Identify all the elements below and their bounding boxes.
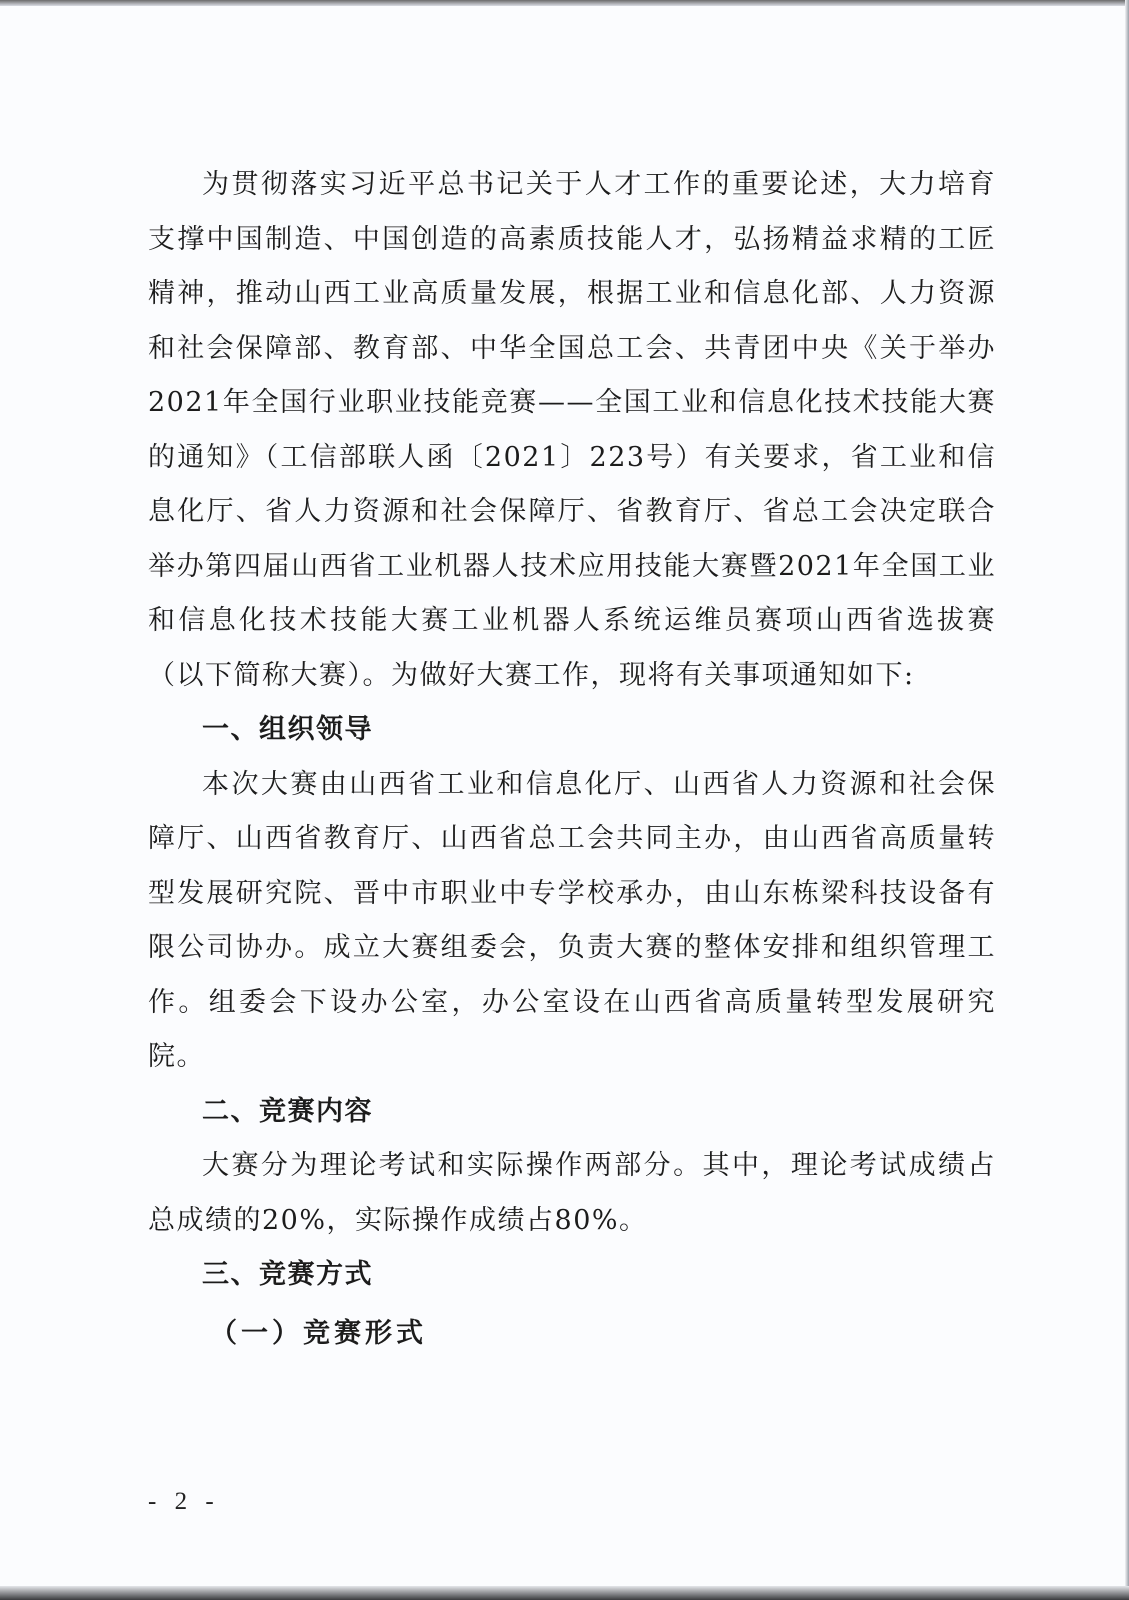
- scan-edge-right: [1125, 0, 1129, 1600]
- document-body: [148, 158, 996, 1361]
- section-heading-organization: 一、组织领导: [202, 714, 373, 745]
- scan-edge-top: [0, 0, 1129, 6]
- scan-edge-bottom: [0, 1586, 1129, 1600]
- organization-paragraph: 本次大赛由山西省工业和信息化厅、山西省人力资源和社会保障厅、山西省教育厅、山西省总工会共同主办，由山西省高质量转型发展研究院、晋中市职业中专学校承办，由山东栋梁科技设备有限公司协办。成立大赛组委会，负责大赛的整体安排和组织管理工作。组委会下设办公室，办公室设在山西省高质量转型发展研究院。: [148, 768, 996, 1072]
- subsection-heading-form: （一）竞赛形式: [210, 1317, 427, 1349]
- page-number: - 2 -: [148, 1488, 220, 1515]
- section-heading-content: 二、竞赛内容: [202, 1095, 373, 1127]
- section-heading-method: 三、竞赛方式: [202, 1259, 373, 1290]
- intro-paragraph: 为贯彻落实习近平总书记关于人才工作的重要论述，大力培育支撑中国制造、中国创造的高素质技能人才，弘扬精益求精的工匠精神，推动山西工业高质量发展，根据工业和信息化部、人力资源和社会保障部、教育部、中华全国总工会、共青团中央《关于举办2021年全国行业职业技能竞赛——全国工业和信息化技术技能大赛的通知》（工信部联人函〔2021〕223号）有关要求，省工业和信息化厅、省人力资源和社会保障厅、省教育厅、省总工会决定联合举办第四届山西省工业机器人技术应用技能大赛暨2021年全国工业和信息化技术技能大赛工业机器人系统运维员赛项山西省选拔赛（以下简称大赛）。为做好大赛工作，现将有关事项通知如下:: [148, 169, 996, 691]
- content-paragraph: 大赛分为理论考试和实际操作两部分。其中，理论考试成绩占总成绩的20%，实际操作成绩占80%。: [148, 1150, 996, 1236]
